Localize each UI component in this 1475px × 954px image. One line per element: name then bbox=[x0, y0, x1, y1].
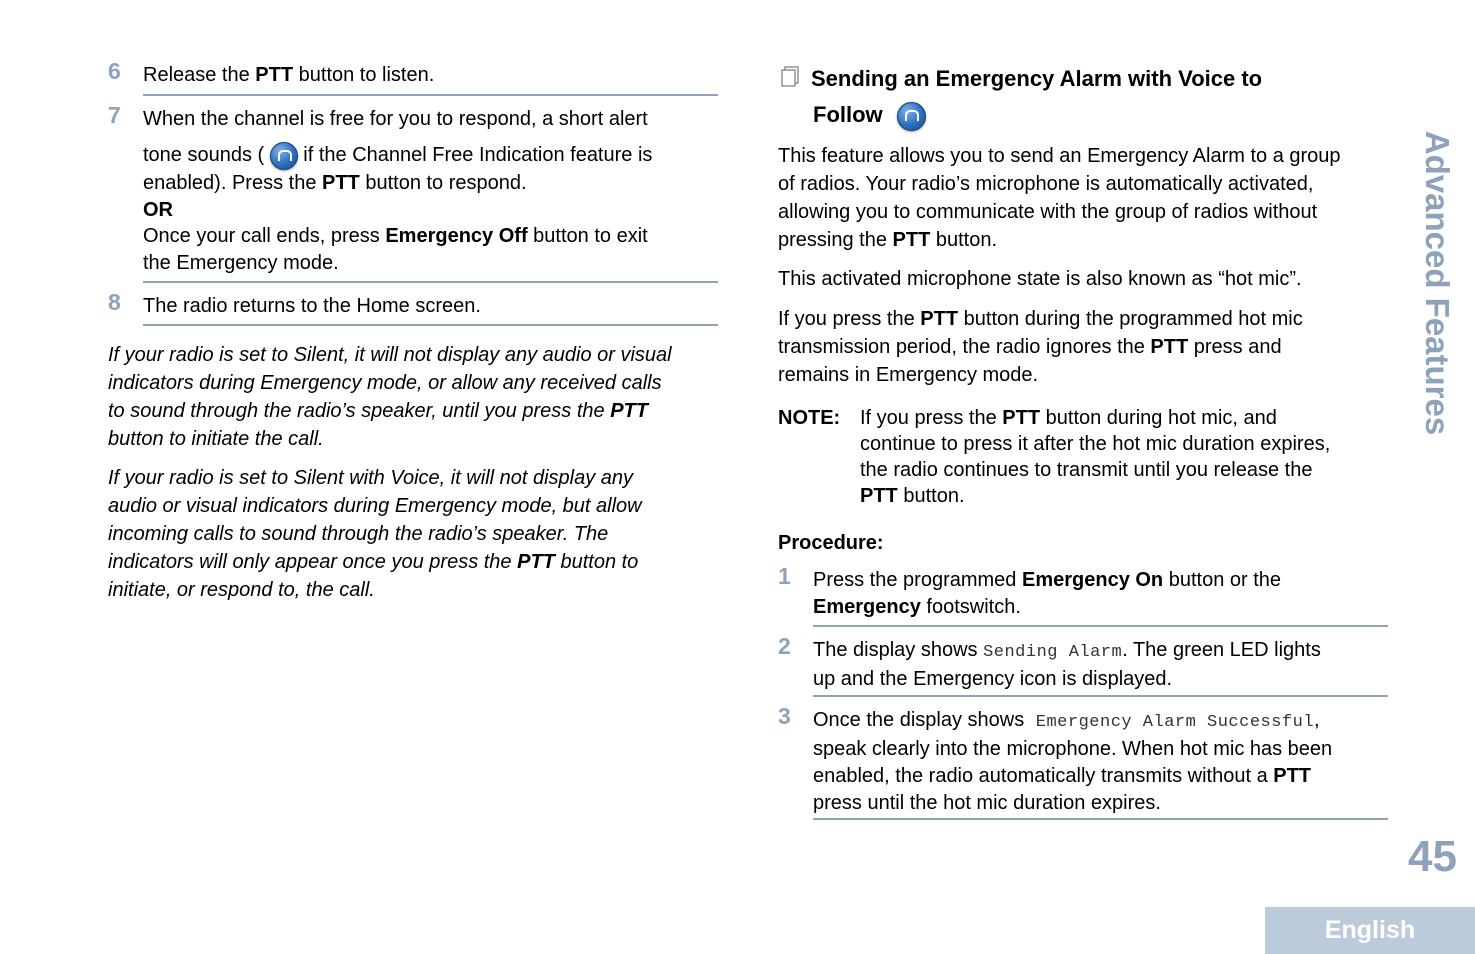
step-text: The radio returns to the Home screen. bbox=[143, 295, 481, 317]
step-text: Press the programmed Emergency On button or the Emergency footswitch. bbox=[813, 569, 1282, 618]
hot-mic-paragraph: This activated microphone state is also known as “hot mic”. bbox=[778, 268, 1302, 290]
step-divider bbox=[143, 324, 718, 326]
chapter-side-title: Advanced Features bbox=[1419, 130, 1456, 436]
step-divider bbox=[813, 818, 1388, 820]
ptt-paragraph: If you press the PTT button during the programmed hot mic transmission period, the radio ignores the PTT press and remains in Emergency mode. bbox=[778, 308, 1303, 386]
step-text: Release the PTT button to listen. bbox=[143, 64, 435, 86]
procedure-label: Procedure: bbox=[778, 532, 884, 554]
display-text: Emergency Alarm Successful bbox=[1035, 713, 1315, 732]
section-heading: Sending an Emergency Alarm with Voice to bbox=[811, 66, 1263, 91]
step-text: Once the display shows Emergency Alarm Successful, speak clearly into the microphone. When hot mic has been enabled, the radio automatically transmits without a PTT press until the hot mic duration expires. bbox=[813, 709, 1333, 814]
step-divider bbox=[143, 281, 718, 283]
step-number: 3 bbox=[778, 703, 791, 729]
channel-free-icon bbox=[897, 102, 926, 131]
intro-paragraph: This feature allows you to send an Emergency Alarm to a group of radios. Your radio’s microphone is automatically activated, allowing you to communicate with the group of radios without pressing the PTT button. bbox=[778, 145, 1341, 251]
channel-free-icon bbox=[270, 142, 298, 170]
note-label: NOTE: bbox=[778, 407, 841, 429]
step-number: 7 bbox=[108, 102, 121, 128]
display-text: Sending Alarm bbox=[983, 643, 1123, 662]
section-heading-line2: Follow bbox=[813, 100, 926, 131]
silent-with-voice-note: If your radio is set to Silent with Voice, it will not display any audio or visual indicators during Emergency mode, but allow incoming calls to sound through the radio’s speaker. The indicators will only appear once you press the PTT button to initiate, or respond to, the call. bbox=[108, 467, 642, 601]
step-number: 1 bbox=[778, 563, 791, 589]
language-tab: English bbox=[1265, 907, 1475, 954]
step-divider bbox=[813, 625, 1388, 627]
step-divider bbox=[143, 94, 718, 96]
step-divider bbox=[813, 695, 1388, 697]
document-icon bbox=[780, 66, 800, 88]
page-number: 45 bbox=[1408, 832, 1457, 881]
step-text: The display shows Sending Alarm. The green LED lights up and the Emergency icon is displayed. bbox=[813, 639, 1321, 690]
step-text: When the channel is free for you to respond, a short alert tone sounds ( if the Channel Free Indication feature is enabled). Press the PTT button to respond. OR Once your call ends, press Emergency Off button to exit the Emergency mode. bbox=[143, 108, 653, 274]
step-number: 2 bbox=[778, 633, 791, 659]
step-number: 8 bbox=[108, 289, 121, 315]
silent-note: If your radio is set to Silent, it will not display any audio or visual indicators during Emergency mode, or allow any received calls to sound through the radio’s speaker, until you press the PTT button to initiate the call. bbox=[108, 344, 672, 450]
step-number: 6 bbox=[108, 58, 121, 84]
